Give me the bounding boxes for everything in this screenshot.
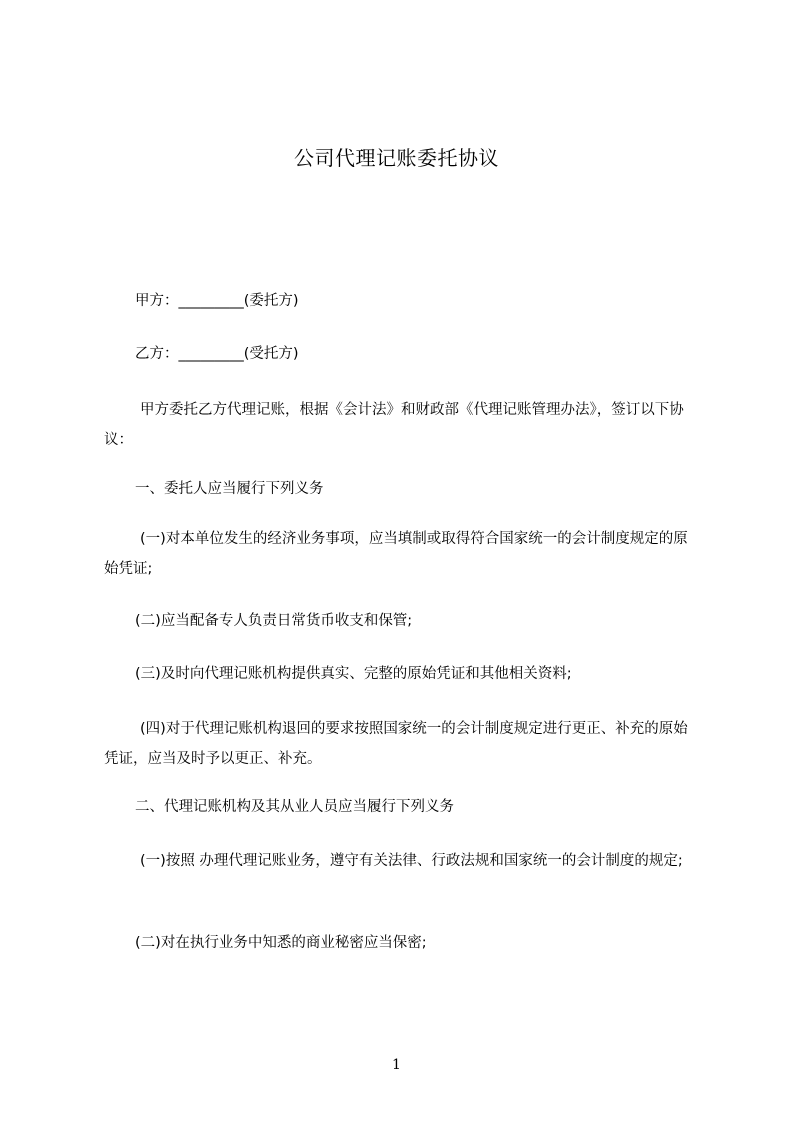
section-2-item-1: (一)按照 办理代理记账业务，遵守有关法律、行政法规和国家统一的会计制度的规定; bbox=[140, 853, 683, 869]
section-2-heading: 二、代理记账机构及其从业人员应当履行下列义务 bbox=[135, 799, 454, 815]
party-b-line: 乙方：_________(受托方) bbox=[135, 346, 299, 362]
section-2-item-2: (二)对在执行业务中知悉的商业秘密应当保密; bbox=[135, 935, 427, 951]
document-title: 公司代理记账委托协议 bbox=[294, 146, 499, 170]
section-1-item-1: (一)对本单位发生的经济业务事项，应当填制或取得符合国家统一的会计制度规定的原始凭证; bbox=[104, 531, 688, 577]
page-number: 1 bbox=[392, 1057, 401, 1073]
section-1-item-2: (二)应当配备专人负责日常货币收支和保管; bbox=[135, 613, 413, 629]
section-1-item-4: (四)对于代理记账机构退回的要求按照国家统一的会计制度规定进行更正、补充的原始凭证，应当及时予以更正、补充。 bbox=[104, 721, 688, 767]
party-a-line: 甲方：_________(委托方) bbox=[135, 293, 299, 309]
section-1-heading: 一、委托人应当履行下列义务 bbox=[135, 481, 324, 497]
section-1-item-3: (三)及时向代理记账机构提供真实、完整的原始凭证和其他相关资料; bbox=[135, 666, 572, 682]
intro-paragraph: 甲方委托乙方代理记账，根据《会计法》和财政部《代理记账管理办法》，签订以下协议： bbox=[104, 402, 684, 448]
